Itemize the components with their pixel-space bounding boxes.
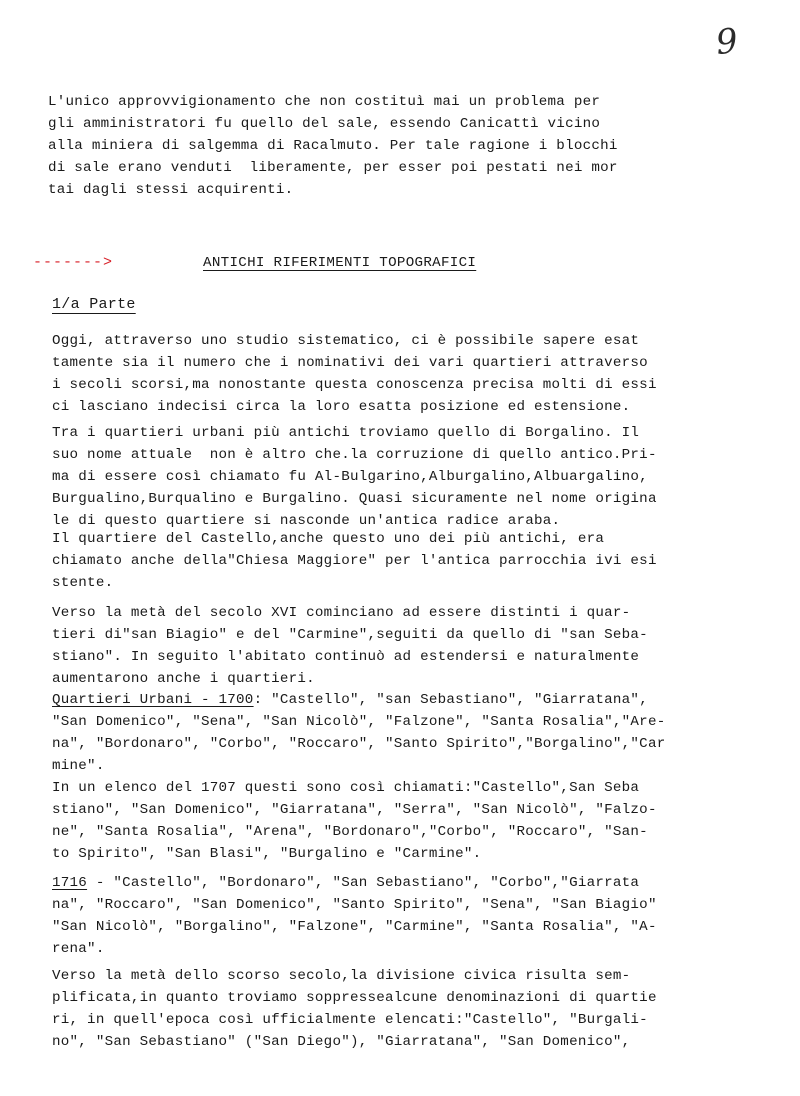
year-1716-label: 1716 (52, 875, 88, 891)
paragraph-study: Oggi, attraverso uno studio sistematico, ci è possibile sapere esat tamente sia il numero che i nominativi dei vari quartieri attraverso i secoli scorsi,ma nonostante questa conoscenza precisa molti di essi ci lasciano indecisi circa la loro esatta posizione ed estensione. (52, 333, 657, 415)
paragraph-quartieri-1700 (52, 689, 760, 777)
red-arrow-marker: -------> (33, 254, 114, 271)
paragraph-castello: Il quartiere del Castello,anche questo uno dei più antichi, era chiamato anche della"Chiesa Maggiore" per l'antica parrocchia ivi esi stente. (52, 531, 657, 591)
quartieri-1700-label: Quartieri Urbani - 1700 (52, 692, 254, 708)
paragraph-borgalino: Tra i quartieri urbani più antichi troviamo quello di Borgalino. Il suo nome attuale non è altro che.la corruzione di quello antico.Pri- ma di essere così chiamato fu Al-Bulgarino,Alburgalino,Albuargalino, Burgualino,Burqualino e Burgalino. Quasi sicuramente nel nome origina le di questo quartiere si nasconde un'antica radice araba. (52, 425, 657, 529)
paragraph-xvi-century: Verso la metà del secolo XVI cominciano ad essere distinti i quar- tieri di"san Biagio" e del "Carmine",seguiti da quello di "san Seba- stiano". In seguito l'abitato continuò ad estendersi e naturalmente aumentarono anche i quartieri. (52, 605, 648, 687)
section-title: ANTICHI RIFERIMENTI TOPOGRAFICI (203, 255, 477, 271)
paragraph-last-century: Verso la metà dello scorso secolo,la divisione civica risulta sem- plificata,in quanto troviamo soppressealcune denominazioni di quartie ri, in quell'epoca così ufficialmente elencati:"Castello", "Burgali- no", "San Sebastiano" ("San Diego"), "Giarratana", "San Domenico", (52, 968, 657, 1050)
quartieri-1716-list: - "Castello", "Bordonaro", "San Sebastiano", "Corbo","Giarrata na", "Roccaro", "San Domenico", "Santo Spirito", "Sena", "San Biagio" "San Nicolò", "Borgalino", "Falzone", "Carmine", "Santa Rosalia", "A- rena". (52, 875, 657, 957)
paragraph-1707: In un elenco del 1707 questi sono così chiamati:"Castello",San Seba stiano", "San Domenico", "Giarratana", "Serra", "San Nicolò", "Falzo- ne", "Santa Rosalia", "Arena", "Bordonaro","Corbo", "Roccaro", "San- to Spirito", "San Blasi", "Burgalino e "Carmine". (52, 780, 657, 862)
quartieri-1700-list: : "Castello", "san Sebastiano", "Giarratana", "San Domenico", "Sena", "San Nicolò", "Falzone", "Santa Rosalia","Are- na", "Bordonaro", "Corbo", "Roccaro", "Santo Spirito","Borgalino","Car mine". (52, 692, 666, 774)
paragraph-1716 (52, 872, 760, 960)
page-number: 9 (713, 20, 740, 64)
intro-paragraph: L'unico approvvigionamento che non costituì mai un problema per gli amministratori fu quello del sale, essendo Canicattì vicino alla miniera di salgemma di Racalmuto. Per tale ragione i blocchi di sale erano venduti liberamente, per esser poi pestati nei mor tai dagli stessi acquirenti. (48, 94, 618, 198)
part-label: 1/a Parte (52, 296, 136, 313)
